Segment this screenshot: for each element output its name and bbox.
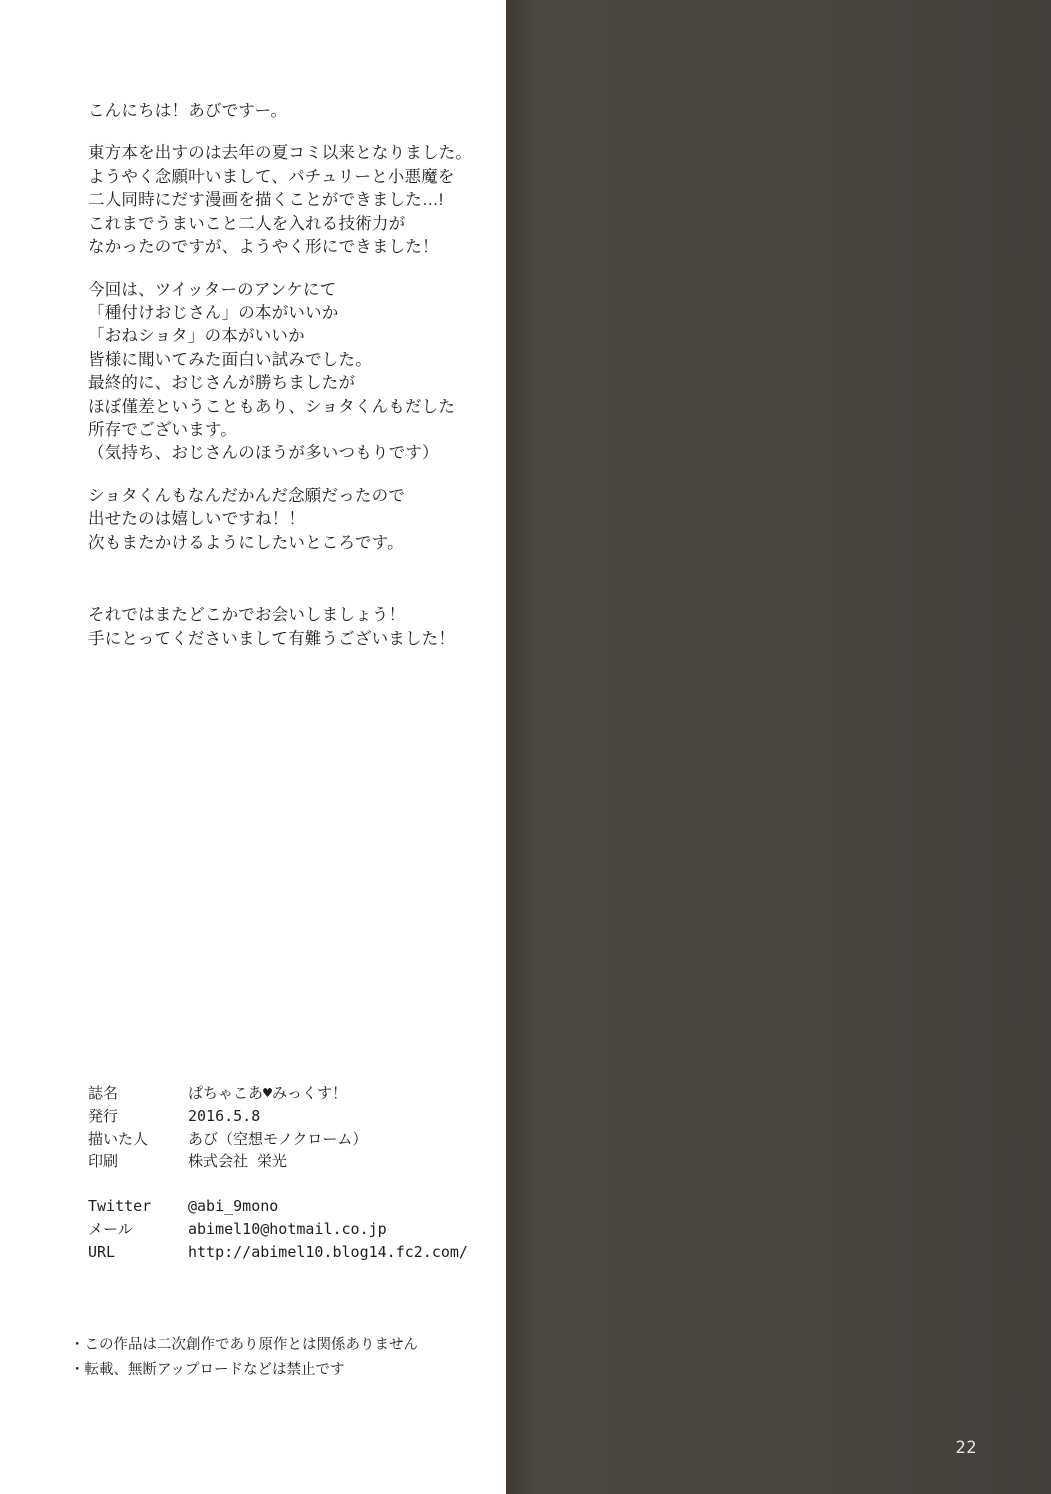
afterword-text xyxy=(88,100,518,651)
colophon-value: ぱちゃこあ♥みっくす！ xyxy=(188,1084,348,1102)
afterword-line: 「おねショタ」の本がいいか xyxy=(88,327,305,346)
afterword-line: 今回は、ツイッターのアンケにて xyxy=(88,280,337,299)
twitter-handle[interactable]: @abi_9mono xyxy=(188,1197,279,1216)
afterword-line: なかったのですが、ようやく形にできました！ xyxy=(88,238,439,257)
afterword-line: それではまたどこかでお会いしましょう！ xyxy=(88,606,406,625)
afterword-line: 手にとってくださいまして有難うございました！ xyxy=(88,629,456,648)
afterword-line: 東方本を出すのは去年の夏コミ以来となりました。 xyxy=(88,144,473,163)
colophon-row xyxy=(88,1082,468,1105)
colophon-contact xyxy=(88,1195,468,1263)
colophon-key: 誌名 xyxy=(88,1084,119,1102)
website-url[interactable]: http://abimel10.blog14.fc2.com/ xyxy=(188,1242,468,1261)
colophon-row xyxy=(88,1128,468,1151)
legal-notes xyxy=(70,1333,418,1384)
note-line: ・この作品は二次創作であり原作とは関係ありません xyxy=(70,1337,418,1353)
afterword-paragraph xyxy=(88,142,518,259)
afterword-line: 次もまたかけるようにしたいところです。 xyxy=(88,533,404,552)
colophon-value: 2016.5.8 xyxy=(188,1106,261,1125)
afterword-paragraph xyxy=(88,279,518,466)
colophon-value: 株式会社 栄光 xyxy=(188,1152,288,1171)
colophon-key: 印刷 xyxy=(88,1152,119,1171)
afterword-line: （気持ち、おじさんのほうが多いつもりです） xyxy=(88,444,439,463)
colophon-row xyxy=(88,1150,468,1173)
spacer xyxy=(88,574,518,604)
colophon-credits xyxy=(88,1082,468,1173)
afterword-paragraph xyxy=(88,604,518,651)
colophon-row xyxy=(88,1105,468,1128)
colophon-row xyxy=(88,1195,468,1218)
afterword-line: ショタくんもなんだかんだ念願だったので xyxy=(88,486,405,505)
afterword-line: 「種付けおじさん」の本がいいか xyxy=(88,303,339,322)
afterword-line: ようやく念願叶いまして、パチュリーと小悪魔を xyxy=(88,167,455,186)
afterword-line: ほぼ僅差ということもあり、ショタくんもだした xyxy=(88,397,456,416)
colophon-key: URL xyxy=(88,1242,116,1261)
afterword-line: 二人同時にだす漫画を描くことができました…! xyxy=(88,191,444,210)
colophon-row xyxy=(88,1241,468,1264)
afterword-paragraph xyxy=(88,100,518,123)
colophon-row xyxy=(88,1218,468,1241)
colophon-key: Twitter xyxy=(88,1197,152,1216)
colophon-key: 発行 xyxy=(88,1106,119,1125)
colophon xyxy=(88,1082,468,1264)
colophon-value: あび（空想モノクローム） xyxy=(188,1129,368,1148)
email-address[interactable]: abimel10@hotmail.co.jp xyxy=(188,1219,387,1238)
afterword-line: 出せたのは嬉しいですね！！ xyxy=(88,510,306,529)
afterword-line: 所存でございます。 xyxy=(88,421,237,440)
afterword-line: こんにちは！あびですー。 xyxy=(88,102,288,120)
colophon-key: メール xyxy=(88,1219,133,1238)
page-number: 22 xyxy=(955,1438,977,1458)
colophon-key: 描いた人 xyxy=(88,1129,149,1148)
afterword-line: これまでうまいこと二人を入れる技術力が xyxy=(88,214,406,233)
afterword-paragraph xyxy=(88,485,518,555)
afterword-line: 皆様に聞いてみた面白い試みでした。 xyxy=(88,350,372,369)
facing-page-shade xyxy=(506,0,1051,1494)
facing-page-panel xyxy=(506,0,1051,1494)
afterword-line: 最終的に、おじさんが勝ちましたが xyxy=(88,374,356,393)
note-line: ・転載、無断アップロードなどは禁止です xyxy=(70,1362,345,1379)
